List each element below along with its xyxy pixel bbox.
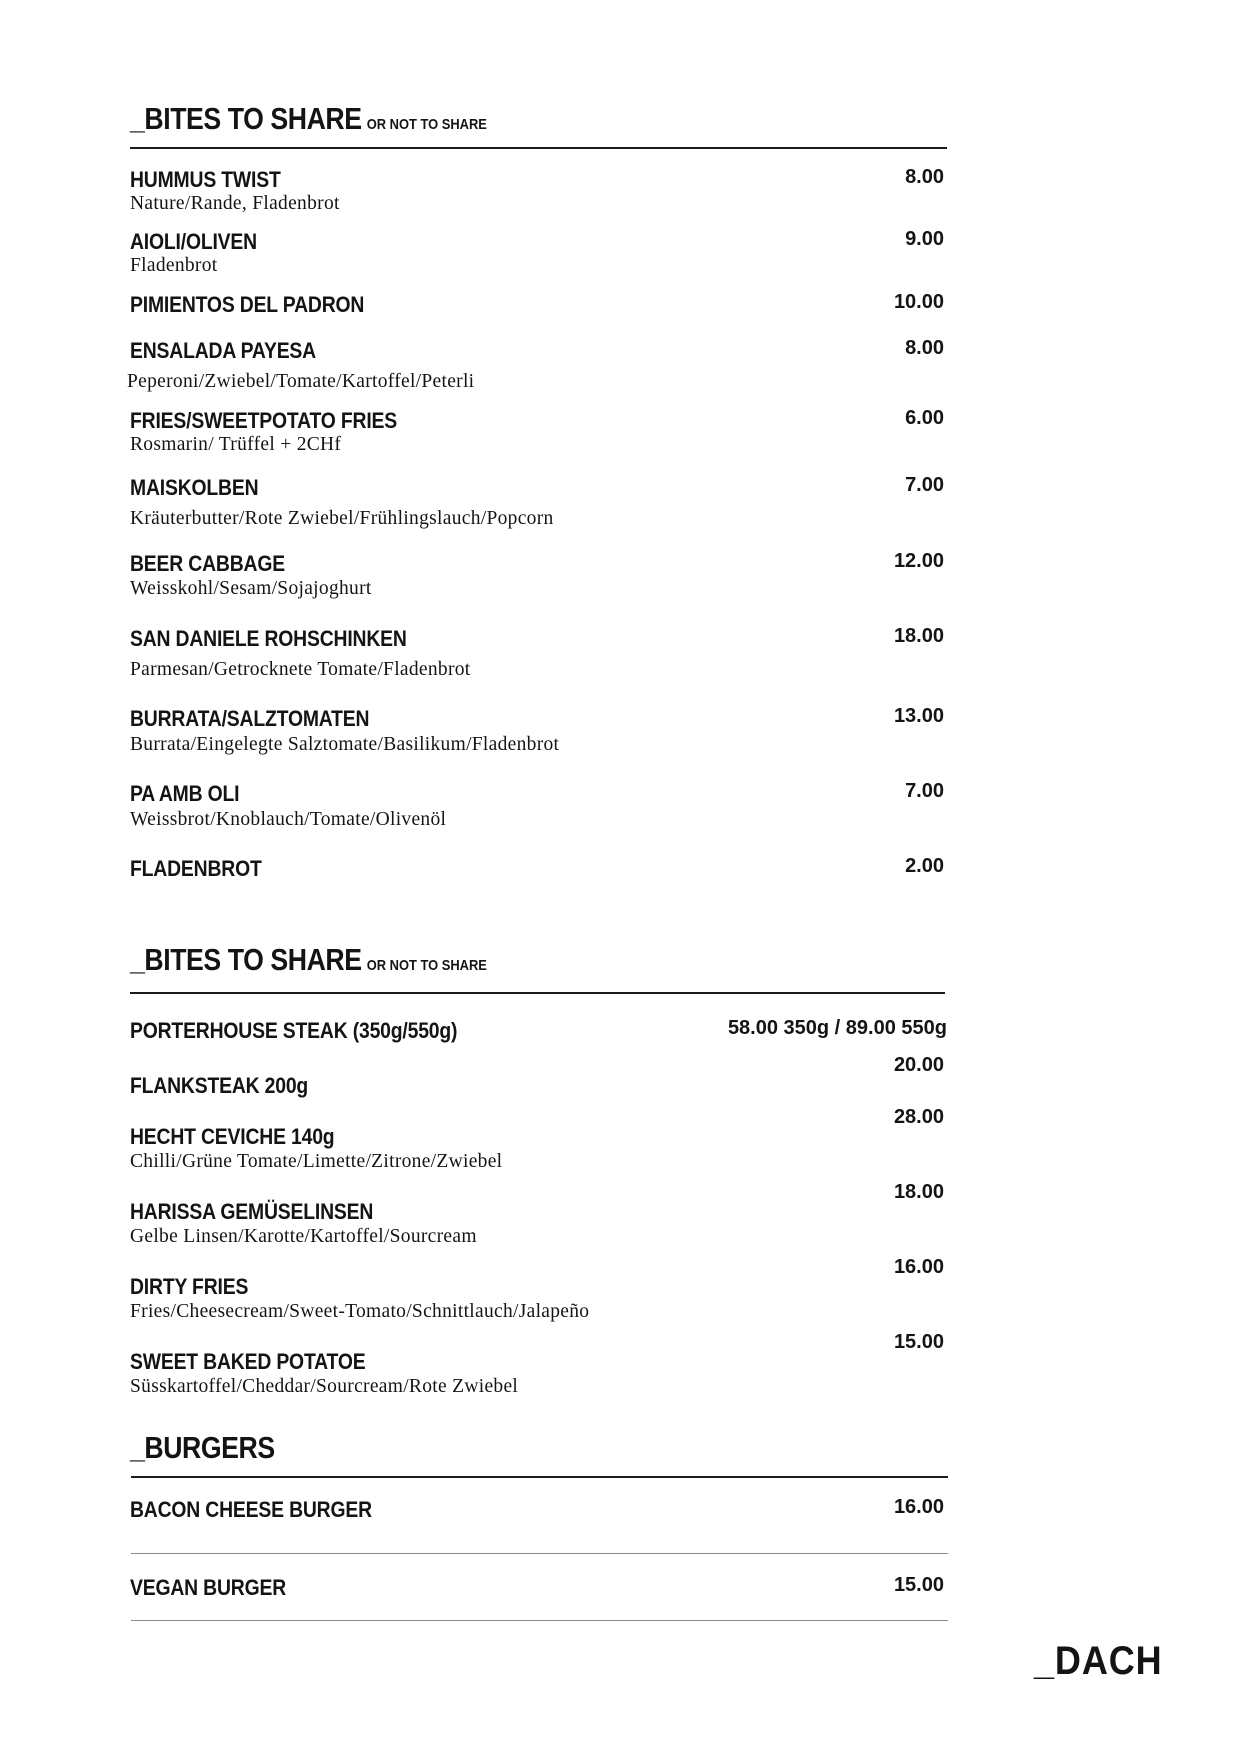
- menu-item-desc: Parmesan/Getrocknete Tomate/Fladenbrot: [130, 659, 471, 680]
- section-2-rule: [130, 992, 945, 994]
- menu-item-desc: Weisskohl/Sesam/Sojajoghurt: [130, 578, 372, 599]
- menu-item-name: BACON CHEESE BURGER: [130, 1497, 372, 1522]
- section-2-heading: [130, 942, 487, 984]
- section-1-subtitle: OR NOT TO SHARE: [366, 116, 487, 133]
- menu-item-name: FRIES/SWEETPOTATO FRIES: [130, 408, 398, 433]
- menu-item-name: DIRTY FRIES: [130, 1274, 249, 1299]
- menu-item-name: BURRATA/SALZTOMATEN: [130, 706, 370, 731]
- menu-item-price: 7.00: [905, 474, 944, 496]
- menu-item-name: VEGAN BURGER: [130, 1575, 287, 1600]
- menu-item-price: 18.00: [893, 625, 944, 647]
- menu-item-desc: Fries/Cheesecream/Sweet-Tomato/Schnittlauch/Jalapeño: [130, 1301, 590, 1322]
- section-1-title: _BITES TO SHARE: [130, 101, 362, 136]
- menu-item-price: 12.00: [893, 550, 944, 572]
- menu-item-name: PIMIENTOS DEL PADRON: [130, 292, 365, 317]
- section-2-title: _BITES TO SHARE: [130, 942, 362, 977]
- menu-item-price: 6.00: [905, 407, 944, 429]
- menu-item-price: 20.00: [893, 1054, 944, 1076]
- section-1-heading: [130, 101, 487, 143]
- menu-item-name: HARISSA GEMÜSELINSEN: [130, 1199, 374, 1224]
- menu-item-price: 2.00: [905, 855, 944, 877]
- menu-item-price: 10.00: [893, 291, 944, 313]
- menu-item-price: 9.00: [905, 228, 944, 250]
- menu-item-name: SWEET BAKED POTATOE: [130, 1349, 366, 1374]
- menu-item-price: 15.00: [893, 1331, 944, 1353]
- item-divider: [131, 1553, 948, 1554]
- menu-item-desc: Rosmarin/ Trüffel + 2CHf: [130, 434, 342, 455]
- menu-item-desc: Nature/Rande, Fladenbrot: [130, 193, 340, 214]
- menu-item-name: PA AMB OLI: [130, 781, 240, 806]
- menu-item-desc: Gelbe Linsen/Karotte/Kartoffel/Sourcream: [130, 1226, 477, 1247]
- section-1-rule: [130, 147, 947, 149]
- menu-item-name: ENSALADA PAYESA: [130, 338, 316, 363]
- menu-item-price: 7.00: [905, 780, 944, 802]
- menu-item-name: SAN DANIELE ROHSCHINKEN: [130, 626, 407, 651]
- brand-logo: _DACH: [1034, 1639, 1163, 1683]
- menu-item-price: 8.00: [905, 166, 944, 188]
- section-3-heading: [130, 1430, 275, 1466]
- menu-item-price: 15.00: [893, 1574, 944, 1596]
- menu-item-name: FLANKSTEAK 200g: [130, 1073, 309, 1098]
- menu-item-desc: Kräuterbutter/Rote Zwiebel/Frühlingslauch/Popcorn: [130, 508, 554, 529]
- menu-item-price: 58.00 350g / 89.00 550g: [727, 1017, 947, 1039]
- section-3-title: _BURGERS: [130, 1430, 275, 1465]
- menu-item-desc: Süsskartoffel/Cheddar/Sourcream/Rote Zwiebel: [130, 1376, 519, 1397]
- menu-item-name: HECHT CEVICHE 140g: [130, 1124, 335, 1149]
- menu-item-price: 13.00: [893, 705, 944, 727]
- menu-item-name: HUMMUS TWIST: [130, 167, 281, 192]
- section-3-rule: [131, 1476, 948, 1478]
- section-2-subtitle: OR NOT TO SHARE: [366, 957, 487, 974]
- menu-item-price: 28.00: [893, 1106, 944, 1128]
- menu-item-name: MAISKOLBEN: [130, 475, 259, 500]
- menu-item-desc: Weissbrot/Knoblauch/Tomate/Olivenöl: [130, 809, 447, 830]
- menu-item-desc: Peperoni/Zwiebel/Tomate/Kartoffel/Peterli: [127, 371, 475, 392]
- menu-item-desc: Burrata/Eingelegte Salztomate/Basilikum/Fladenbrot: [130, 734, 560, 755]
- menu-item-price: 16.00: [893, 1496, 944, 1518]
- menu-item-name: BEER CABBAGE: [130, 551, 285, 576]
- menu-item-desc: Fladenbrot: [130, 255, 218, 276]
- menu-item-name: PORTERHOUSE STEAK (350g/550g): [130, 1018, 458, 1043]
- menu-item-price: 8.00: [905, 337, 944, 359]
- menu-item-desc: Chilli/Grüne Tomate/Limette/Zitrone/Zwiebel: [130, 1151, 503, 1172]
- menu-item-price: 16.00: [893, 1256, 944, 1278]
- item-divider: [131, 1620, 948, 1621]
- menu-item-name: FLADENBROT: [130, 856, 262, 881]
- menu-item-price: 18.00: [893, 1181, 944, 1203]
- menu-item-name: AIOLI/OLIVEN: [130, 229, 257, 254]
